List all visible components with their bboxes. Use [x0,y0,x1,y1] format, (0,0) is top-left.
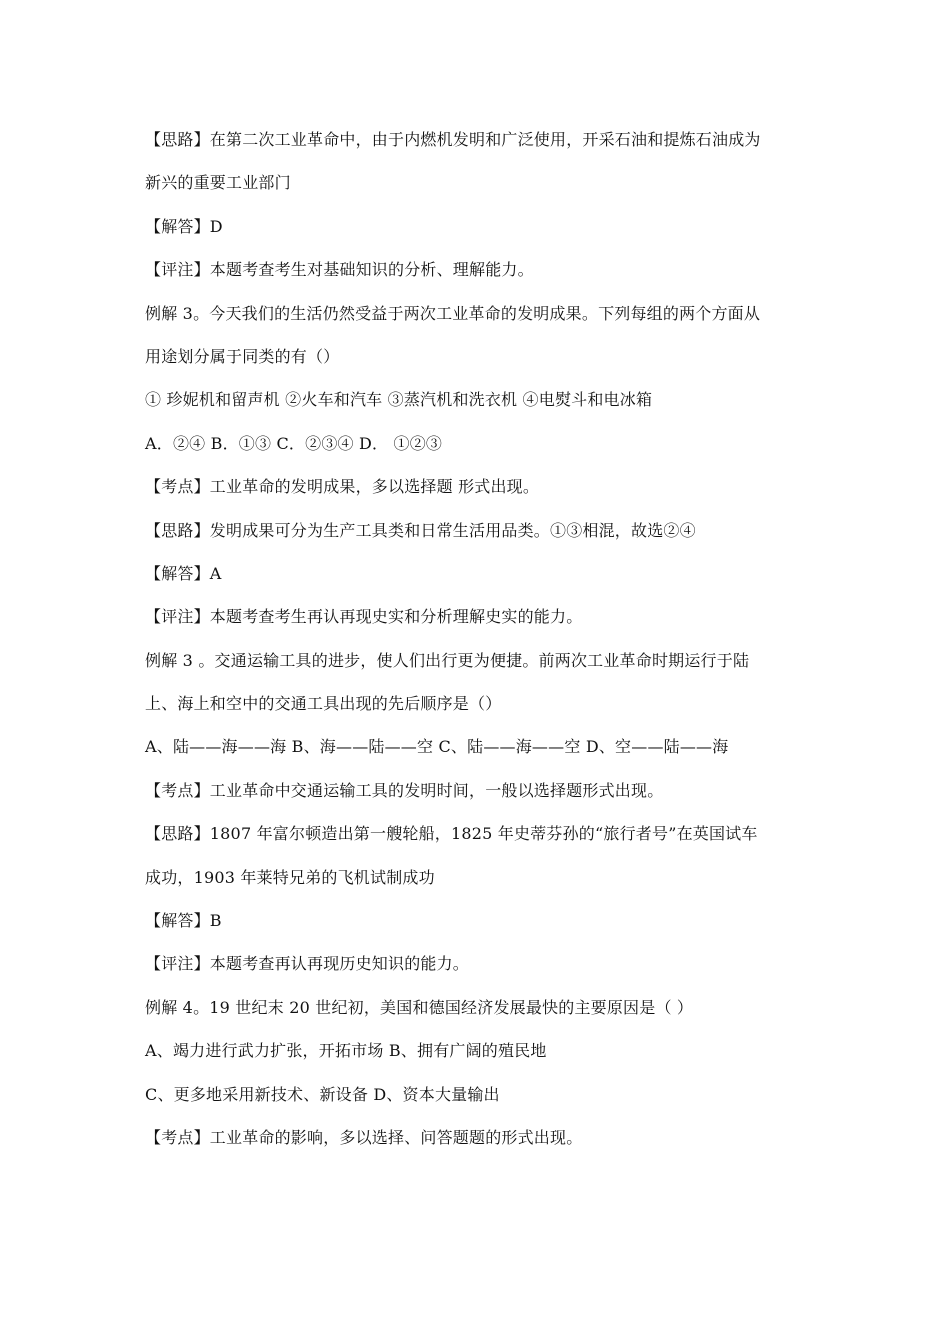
text-line: 【思路】1807 年富尔顿造出第一艘轮船，1825 年史蒂芬孙的“旅行者号”在英国试车 [145,824,758,844]
text-line: C、更多地采用新技术、新设备 D、资本大量输出 [145,1084,500,1104]
text-line: 新兴的重要工业部门 [145,173,291,193]
text-line: 【评注】本题考查考生对基础知识的分析、理解能力。 [145,260,534,280]
text-line: 【考点】工业革命的影响，多以选择、问答题题的形式出现。 [145,1127,583,1147]
text-line: 例解 4。19 世纪末 20 世纪初，美国和德国经济发展最快的主要原因是（ ） [145,997,694,1017]
text-line: 成功，1903 年莱特兄弟的飞机试制成功 [145,867,435,887]
text-line: 上、海上和空中的交通工具出现的先后顺序是（） [145,694,502,714]
text-line: 【评注】本题考查考生再认再现史实和分析理解史实的能力。 [145,607,583,627]
text-line: 例解 3 。交通运输工具的进步，使人们出行更为便捷。前两次工业革命时期运行于陆 [145,650,750,670]
text-line: 例解 3。今天我们的生活仍然受益于两次工业革命的发明成果。下列每组的两个方面从 [145,303,761,323]
text-line: A．②④ B．①③ C．②③④ D． ①②③ [145,433,443,453]
text-line: 【考点】工业革命中交通运输工具的发明时间，一般以选择题形式出现。 [145,780,664,800]
text-line: A、陆——海——海 B、海——陆——空 C、陆——海——空 D、空——陆——海 [145,737,729,757]
text-line: ① 珍妮机和留声机 ②火车和汽车 ③蒸汽机和洗衣机 ④电熨斗和电冰箱 [145,390,653,410]
text-line: 【解答】D [145,216,223,236]
text-line: 【评注】本题考查再认再现历史知识的能力。 [145,954,470,974]
text-line: 【解答】A [145,563,222,583]
text-line: 【思路】在第二次工业革命中，由于内燃机发明和广泛使用，开采石油和提炼石油成为 [145,130,761,149]
text-line: 用途划分属于同类的有（） [145,346,340,366]
text-line: 【思路】发明成果可分为生产工具类和日常生活用品类。①③相混，故选②④ [145,520,696,540]
document-body [145,118,825,1159]
text-line: 【解答】B [145,911,222,931]
text-line: A、竭力进行武力扩张，开拓市场 B、拥有广阔的殖民地 [145,1041,547,1061]
text-line: 【考点】工业革命的发明成果，多以选择题 形式出现。 [145,477,540,497]
